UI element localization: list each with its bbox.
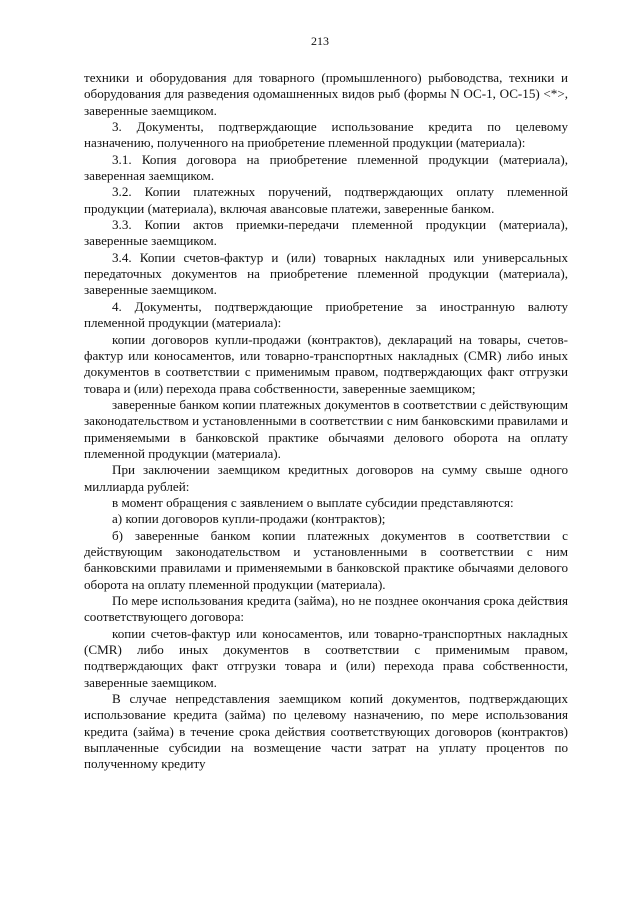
paragraph: а) копии договоров купли-продажи (контрактов); xyxy=(112,511,386,527)
paragraph: 3. Документы, подтверждающие использование кредита по целевому назначению, полученного на приобретение племенной продукции (материала): xyxy=(84,119,568,151)
paragraph: 3.1. Копия договора на приобретение племенной продукции (материала), заверенная заемщиком. xyxy=(84,151,568,184)
paragraph: б) заверенные банком копии платежных документов в соответствии с действующим законодательством и установленными в соответствии с ним банковскими правилами и применяемыми в банковской практике обычаями делового оборота на оплату племенной продукции (материала). xyxy=(84,527,568,592)
paragraph: копии счетов-фактур или коносаментов, или товарно-транспортных накладных (CMR) либо иных документов в соответствии с применимым правом, подтверждающих факт отгрузки товара и (или) перехода права собственности, заверенные заемщиком. xyxy=(84,625,568,690)
paragraph: 3.2. Копии платежных поручений, подтверждающих оплату племенной продукции (материала), включая авансовые платежи, заверенные банком. xyxy=(84,184,568,216)
page-number: 213 xyxy=(311,34,329,48)
paragraph: По мере использования кредита (займа), но не позднее окончания срока действия соответствующего договора: xyxy=(84,593,568,625)
paragraph: техники и оборудования для товарного (промышленного) рыбоводства, техники и оборудования для разведения одомашненных видов рыб (формы N ОС-1, ОС-15) <*>, заверенные заемщиком. xyxy=(84,70,568,118)
paragraph: 3.3. Копии актов приемки-передачи племенной продукции (материала), заверенные заемщиком. xyxy=(84,217,568,249)
paragraph: копии договоров купли-продажи (контрактов), деклараций на товары, счетов-фактур или коносаментов, или товарно-транспортных накладных (CMR) либо иных документов в соответствии с применимым правом, подтверждающих факт отгрузки товара и (или) перехода права собственности, заверенные заемщиком; xyxy=(84,331,568,396)
paragraph: в момент обращения с заявлением о выплате субсидии представляются: xyxy=(112,494,514,510)
paragraph: При заключении заемщиком кредитных договоров на сумму свыше одного миллиарда рублей: xyxy=(84,462,568,494)
paragraph: заверенные банком копии платежных документов в соответствии с действующим законодательством и установленными в соответствии с ним банковскими правилами и применяемыми в банковской практике обычаями делового оборота на оплату племенной продукции (материала). xyxy=(84,396,568,461)
document-body xyxy=(84,70,568,773)
paragraph: В случае непредставления заемщиком копий документов, подтверждающих использование кредита (займа) по целевому назначению, по мере использования кредита (займа) в течение срока действия соответствующих договоров (контрактов) выплаченные субсидии на возмещение части затрат на уплату процентов по полученному кредиту xyxy=(84,691,568,772)
paragraph: 4. Документы, подтверждающие приобретение за иностранную валюту племенной продукции (материала): xyxy=(84,298,568,331)
paragraph: 3.4. Копии счетов-фактур и (или) товарных накладных или универсальных передаточных документов на приобретение племенной продукции (материала), заверенные заемщиком. xyxy=(84,249,568,298)
